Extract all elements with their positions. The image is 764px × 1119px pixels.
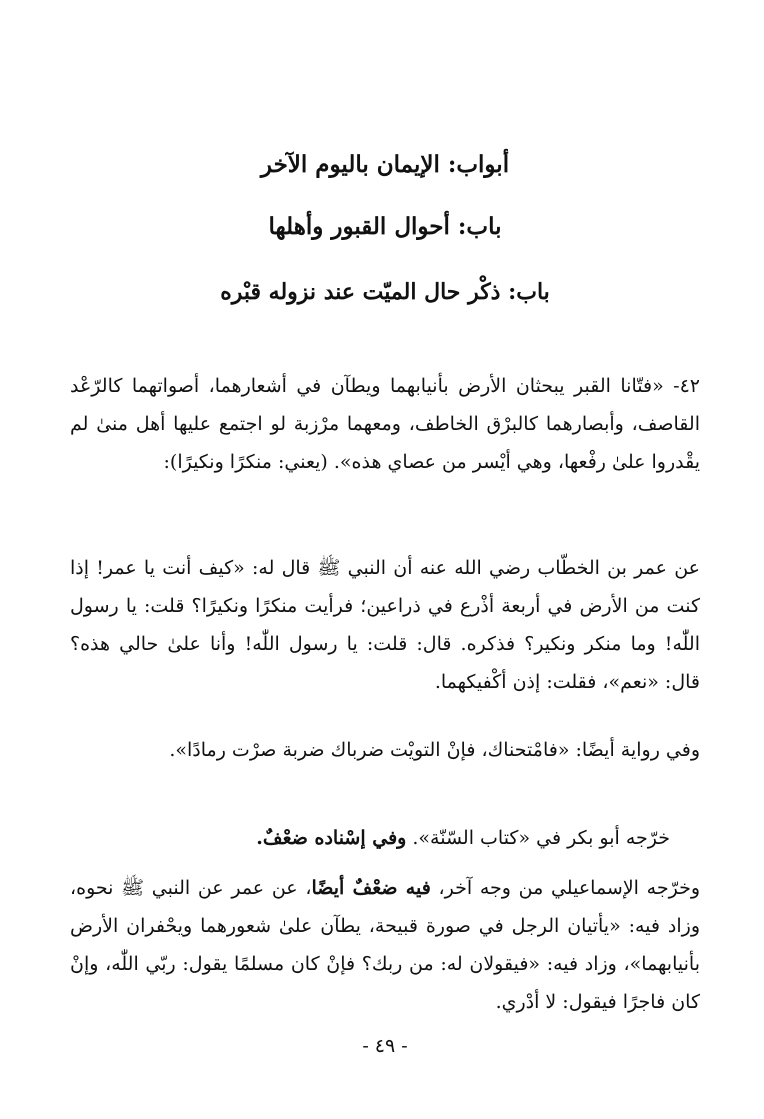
book-page bbox=[70, 0, 700, 1119]
page-number: - ٤٩ - bbox=[362, 1035, 408, 1057]
hadith-paragraph: ٤٢- «فتّانا القبر يبحثان الأرض بأنيابهما ويطآن في أشعارهما، أصواتهما كالرّعْد القاصف، وأبصارهما كالبرْق الخاطف، ومعهما مرْزبة لو اجتمع عليها أهل منىٰ لم يقْدروا علىٰ رفْعها، وهي أيْسر من عصاي هذه». (يعني: منكرًا ونكيرًا): bbox=[70, 375, 700, 473]
source-note-text: خرّجه أبو بكر في «كتاب السّنّة». bbox=[406, 827, 670, 849]
additional-narration-intro: وخرّجه الإسماعيلي من وجه آخر، bbox=[430, 877, 700, 899]
chapter-heading: أبواب: الإيمان باليوم الآخر bbox=[260, 151, 510, 178]
subsection-heading: باب: ذكْر حال الميّت عند نزوله قبْره bbox=[220, 279, 550, 305]
variant-narration-paragraph: وفي رواية أيضًا: «فامْتحناك، فإنْ التويْت ضرباك ضربة صرْت رمادًا». bbox=[169, 739, 700, 761]
source-note-paragraph bbox=[70, 819, 700, 857]
weakness-note-2: فيه ضعْفٌ أيضًا bbox=[311, 877, 431, 899]
additional-narration-paragraph bbox=[70, 869, 700, 1021]
additional-narration-text: ، عن عمر عن النبي ﷺ نحوه، وزاد فيه: «يأتيان الرجل في صورة قبيحة، يطآن علىٰ شعورهما ويحْفران الأرض بأنيابهما»، وزاد فيه: «فيقولان له: من ربك؟ فإنْ كان مسلمًا يقول: ربّي اللّٰه، وإنْ كان فاجرًا فيقول: لا أدْري. bbox=[70, 877, 700, 1013]
weakness-note: وفي إسْناده ضعْفٌ. bbox=[256, 827, 407, 849]
narration-paragraph: عن عمر بن الخطّاب رضي الله عنه أن النبي ﷺ قال له: «كيف أنت يا عمر! إذا كنت من الأرض في أربعة أذْرع في ذراعين؛ فرأيت منكرًا ونكيرًا؟ قلت: يا رسول اللّٰه! وما منكر ونكير؟ فذكره. قال: قلت: يا رسول اللّٰه! وأنا علىٰ حالي هذه؟ قال: «نعم»، فقلت: إذن أكْفيكهما. bbox=[70, 557, 700, 693]
section-heading: باب: أحوال القبور وأهلها bbox=[268, 213, 502, 240]
